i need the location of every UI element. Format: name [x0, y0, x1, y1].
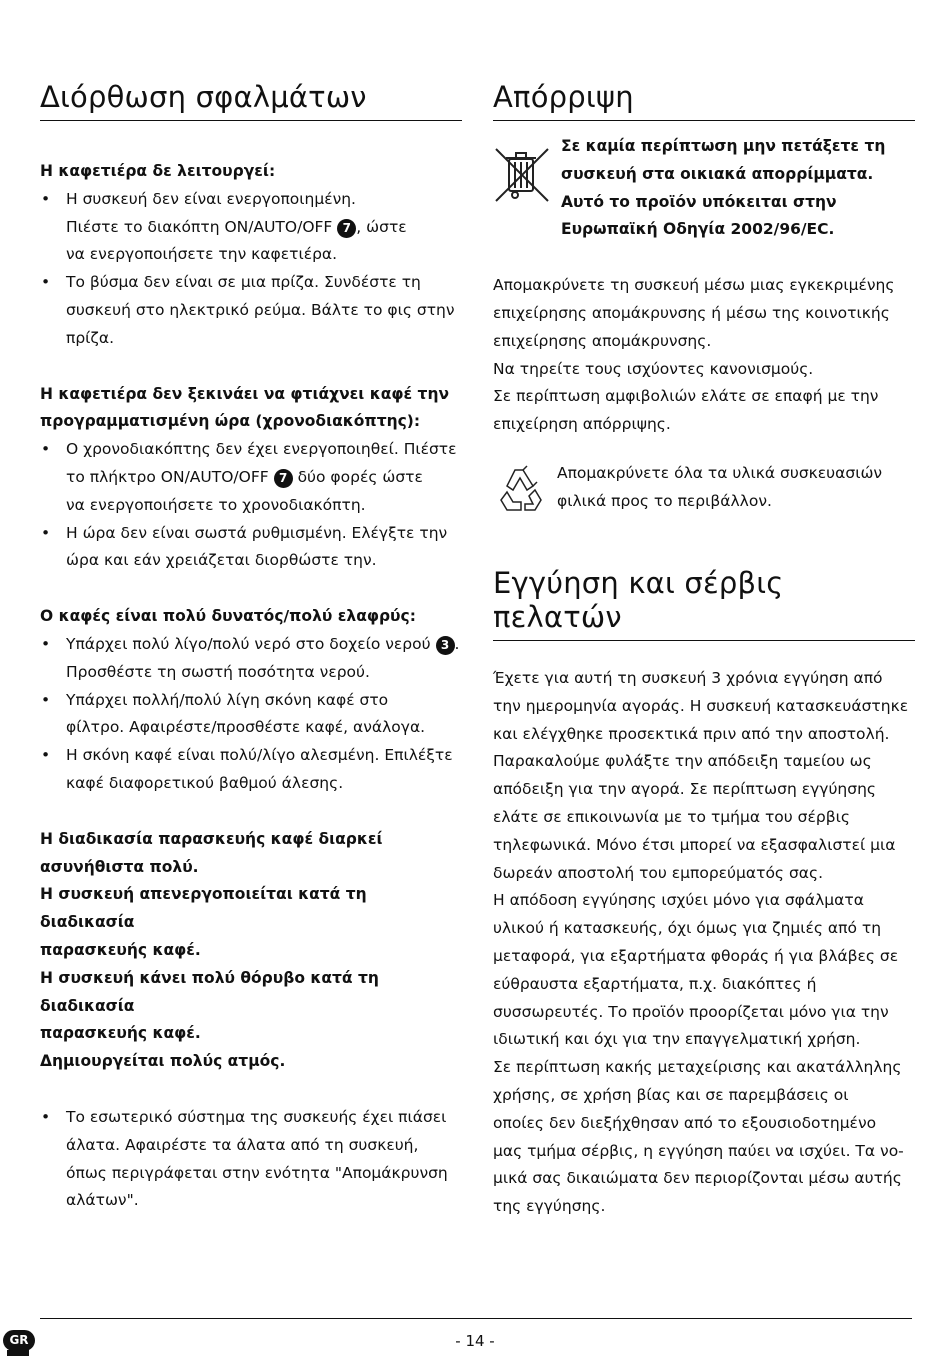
page-number: - 14 -: [455, 1332, 495, 1350]
footer-divider: [40, 1318, 912, 1319]
weee-notice: Σε καμία περίπτωση μην πετάξετε τη συσκευή στα οικιακά απορρίμματα. Αυτό το προϊόν υπόκειται στην Ευρωπαϊκή Οδηγία 2002/96/EC.: [493, 145, 915, 244]
troubleshooting-column: [40, 80, 462, 1215]
list-item: • Ο χρονοδιακόπτης δεν έχει ενεργοποιηθεί. Πιέστε το πλήκτρο ON/AUTO/OFF 7 δύο φορές ώστε να ενεργοποιήσετε το χρονοδιακόπτη.: [40, 436, 462, 519]
bullet-list: [40, 631, 462, 798]
list-item: • Η συσκευή δεν είναι ενεργοποιημένη. Πιέστε το διακόπτη ON/AUTO/OFF 7 , ώστε να ενεργοποιήσετε την καφετιέρα.: [40, 186, 462, 269]
bullet-list: [40, 1104, 462, 1215]
crossed-bin-icon: [493, 145, 561, 209]
disposal-paragraph: Απομακρύνετε τη συσκευή μέσω μιας εγκεκριμένης επιχείρησης απομάκρυνσης ή μέσω της κοινοτικής επιχείρησης απομάκρυνσης. Να τηρείτε τους ισχύοντες κανονισμούς. Σε περίπτωση αμφιβολιών ελάτε σε επαφή με την επιχείρηση απόρριψης.: [493, 276, 895, 434]
section-heading: Η καφετιέρα δε λειτουργεί:: [40, 162, 276, 180]
number-7-badge: 7: [274, 469, 293, 488]
bullet-list: [40, 436, 462, 575]
recycle-icon: [493, 464, 557, 520]
language-badge: GR: [3, 1330, 35, 1351]
number-7-badge: 7: [337, 219, 356, 238]
section-heading: Η καφετιέρα δεν ξεκινάει να φτιάχνει καφέ την προγραμματισμένη ώρα (χρονοδιακόπτης):: [40, 384, 450, 431]
disposal-heading: Απόρριψη: [493, 80, 915, 121]
disposal-warranty-column: [493, 80, 915, 1221]
list-item: • Το εσωτερικό σύστημα της συσκευής έχει πιάσει άλατα. Αφαιρέστε τα άλατα από τη συσκευή, όπως περιγράφεται στην ενότητα "Απομάκρυνση αλάτων".: [40, 1104, 462, 1215]
list-item: • Το βύσμα δεν είναι σε μια πρίζα. Συνδέστε τη συσκευή στο ηλεκτρικό ρεύμα. Βάλτε το φις στην πρίζα.: [40, 269, 462, 352]
section-heading: Η διαδικασία παρασκευής καφέ διαρκεί ασυνήθιστα πολύ. Η συσκευή απενεργοποιείται κατά τη διαδικασία παρασκευής καφέ. Η συσκευή κάνει πολύ θόρυβο κατά τη διαδικασία παρασκευής καφέ. Δημιουργείται πολύς ατμός.: [40, 829, 383, 1071]
troubleshooting-heading: Διόρθωση σφαλμάτων: [40, 80, 462, 121]
warranty-paragraph: Έχετε για αυτή τη συσκευή 3 χρόνια εγγύηση από την ημερομηνία αγοράς. Η συσκευή κατασκευάστηκε και ελέγχθηκε προσεκτικά πριν από την αποστολή. Παρακαλούμε φυλάξτε την απόδειξη ταμείου ως απόδειξη για την αγορά. Σε περίπτωση εγγύησης ελάτε σε επικοινωνία με το τμήμα του σέρβις τηλεφωνικά. Μόνο έτσι μπορεί να εξασφαλιστεί μια δωρεάν αποστολή του εμπορεύματός σας. Η απόδοση εγγύησης ισχύει μόνο για σφάλματα υλικού ή κατασκευής, όχι όμως για ζημιές από τη μεταφορά, για εξαρτήματα φθοράς ή για βλάβες σε εύθραυστα εξαρτήματα, π.χ. διακόπτες ή συσσωρευτές. Το προϊόν προορίζεται μόνο για την ιδιωτική και όχι για την επαγγελματική χρήση. Σε περίπτωση κακής μεταχείρισης και ακατάλληλης χρήσης, σε χρήση βίας και σε παρεμβάσεις οι οποίες δεν διεξήχθησαν από το εξουσιοδοτημένο μας τμήμα σέρβις, η εγγύηση παύει να ισχύει. Τα νο- μικά σας δικαιώματα δεν περιορίζονται μέσω αυτής της εγγύησης.: [493, 668, 909, 1216]
list-item: • Υπάρχει πολύ λίγο/πολύ νερό στο δοχείο νερού 3 . Προσθέστε τη σωστή ποσότητα νερού.: [40, 631, 462, 687]
list-item: • Η σκόνη καφέ είναι πολύ/λίγο αλεσμένη. Επιλέξτε καφέ διαφορετικού βαθμού άλεσης.: [40, 742, 462, 798]
bullet-list: [40, 186, 462, 353]
list-item: • Υπάρχει πολλή/πολύ λίγη σκόνη καφέ στο φίλτρο. Αφαιρέστε/προσθέστε καφέ, ανάλογα.: [40, 687, 462, 743]
recycling-notice: Απομακρύνετε όλα τα υλικά συσκευασιών φιλικά προς το περιβάλλον.: [493, 464, 915, 520]
number-3-badge: 3: [436, 636, 455, 655]
section-heading: Ο καφές είναι πολύ δυνατός/πολύ ελαφρύς:: [40, 607, 416, 626]
warranty-heading: Εγγύηση και σέρβις πελατών: [493, 566, 915, 641]
list-item: • Η ώρα δεν είναι σωστά ρυθμισμένη. Ελέγξτε την ώρα και εάν χρειάζεται διορθώστε την.: [40, 520, 462, 576]
